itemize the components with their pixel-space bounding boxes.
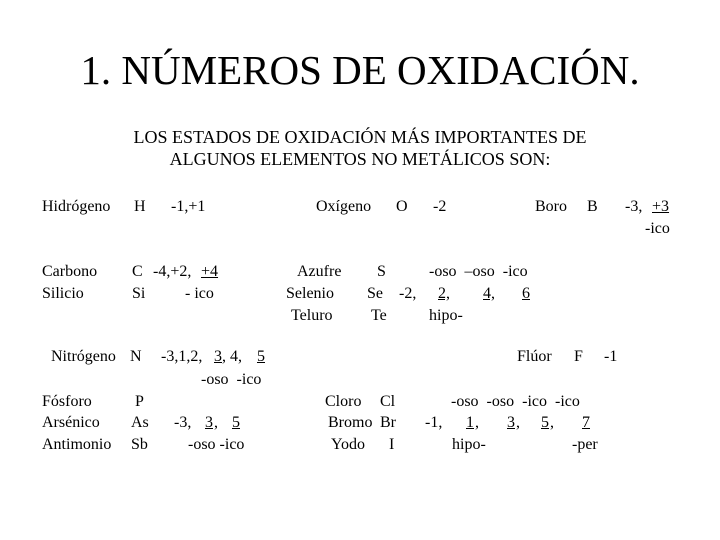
fluor-symbol: F xyxy=(574,348,583,365)
oxigeno-states: -2 xyxy=(433,198,447,215)
teluro-name: Teluro xyxy=(291,307,333,324)
fosforo-name: Fósforo xyxy=(42,393,92,410)
azufre-state-4: 4, xyxy=(483,285,495,302)
nitrogeno-symbol: N xyxy=(130,348,142,365)
boro-states-main: +3 xyxy=(652,198,670,215)
carbono-silicio-suffix: - ico xyxy=(185,285,214,302)
fosforo-state-5: 5 xyxy=(232,414,240,431)
carbono-symbol: C xyxy=(132,263,143,280)
teluro-symbol: Te xyxy=(371,307,387,324)
cloro-name: Cloro xyxy=(325,393,362,410)
nitrogeno-state-5: 5 xyxy=(257,348,265,365)
nitrogeno-state-4: , 4, xyxy=(222,348,242,365)
halogens-state-1: 1 xyxy=(466,414,474,431)
arsenico-name: Arsénico xyxy=(42,414,100,431)
carbono-states-main: +4 xyxy=(201,263,219,280)
silicio-name: Silicio xyxy=(42,285,84,302)
boro-suffix: -ico xyxy=(645,220,670,237)
fosforo-symbol: P xyxy=(135,393,144,410)
azufre-symbol: S xyxy=(377,263,386,280)
fluor-states: -1 xyxy=(604,348,618,365)
arsenico-symbol: As xyxy=(131,414,149,431)
halogens-state-3: 3 xyxy=(507,414,515,431)
yodo-name: Yodo xyxy=(331,436,365,453)
subtitle-line-1: LOS ESTADOS DE OXIDACIÓN MÁS IMPORTANTES DE xyxy=(133,127,587,147)
halogens-state-7: 7 xyxy=(582,414,590,431)
boro-symbol: B xyxy=(587,198,598,215)
fosforo-state-3: 3 xyxy=(205,414,213,431)
halogens-comma-5: , xyxy=(550,414,554,431)
antimonio-symbol: Sb xyxy=(131,436,148,453)
azufre-name: Azufre xyxy=(297,263,342,280)
selenio-name: Selenio xyxy=(286,285,334,302)
selenio-symbol: Se xyxy=(367,285,383,302)
azufre-prefix: hipo- xyxy=(429,307,463,324)
silicio-symbol: Si xyxy=(132,285,146,302)
halogens-comma-1: , xyxy=(475,414,479,431)
nitrogeno-state-3: 3 xyxy=(214,348,222,365)
carbono-name: Carbono xyxy=(42,263,98,280)
hidrogeno-name: Hidrógeno xyxy=(42,198,111,215)
halogens-suffixes: -oso -oso -ico -ico xyxy=(451,393,580,410)
azufre-state-neg: -2, xyxy=(399,285,417,302)
fosforo-comma: , xyxy=(214,414,218,431)
subtitle-line-2: ALGUNOS ELEMENTOS NO METÁLICOS SON: xyxy=(169,149,551,169)
azufre-state-2: 2, xyxy=(438,285,450,302)
fosforo-suffixes: -oso -ico xyxy=(188,436,245,453)
page-title: 1. NÚMEROS DE OXIDACIÓN. xyxy=(80,47,640,93)
boro-name: Boro xyxy=(535,198,567,215)
halogens-state-neg: -1, xyxy=(425,414,443,431)
fluor-name: Flúor xyxy=(517,348,552,365)
fosforo-states-pre: -3, xyxy=(174,414,192,431)
halogens-per: -per xyxy=(572,436,598,453)
bromo-name: Bromo xyxy=(328,414,373,431)
bromo-symbol: Br xyxy=(380,414,396,431)
azufre-suffixes: -oso –oso -ico xyxy=(429,263,528,280)
halogens-comma-3: , xyxy=(516,414,520,431)
cloro-symbol: Cl xyxy=(380,393,396,410)
carbono-states: -4,+2, xyxy=(153,263,192,280)
hidrogeno-symbol: H xyxy=(134,198,146,215)
yodo-symbol: I xyxy=(389,436,395,453)
boro-states: -3, xyxy=(625,198,643,215)
nitrogeno-name: Nitrógeno xyxy=(51,348,116,365)
nitrogeno-states-pre: -3,1,2, xyxy=(161,348,203,365)
antimonio-name: Antimonio xyxy=(42,436,112,453)
halogens-prefix: hipo- xyxy=(452,436,486,453)
nitrogeno-suffixes: -oso -ico xyxy=(201,371,262,388)
oxigeno-symbol: O xyxy=(396,198,408,215)
halogens-state-5: 5 xyxy=(541,414,549,431)
oxigeno-name: Oxígeno xyxy=(316,198,372,215)
azufre-state-6: 6 xyxy=(522,285,530,302)
hidrogeno-states: -1,+1 xyxy=(171,198,206,215)
